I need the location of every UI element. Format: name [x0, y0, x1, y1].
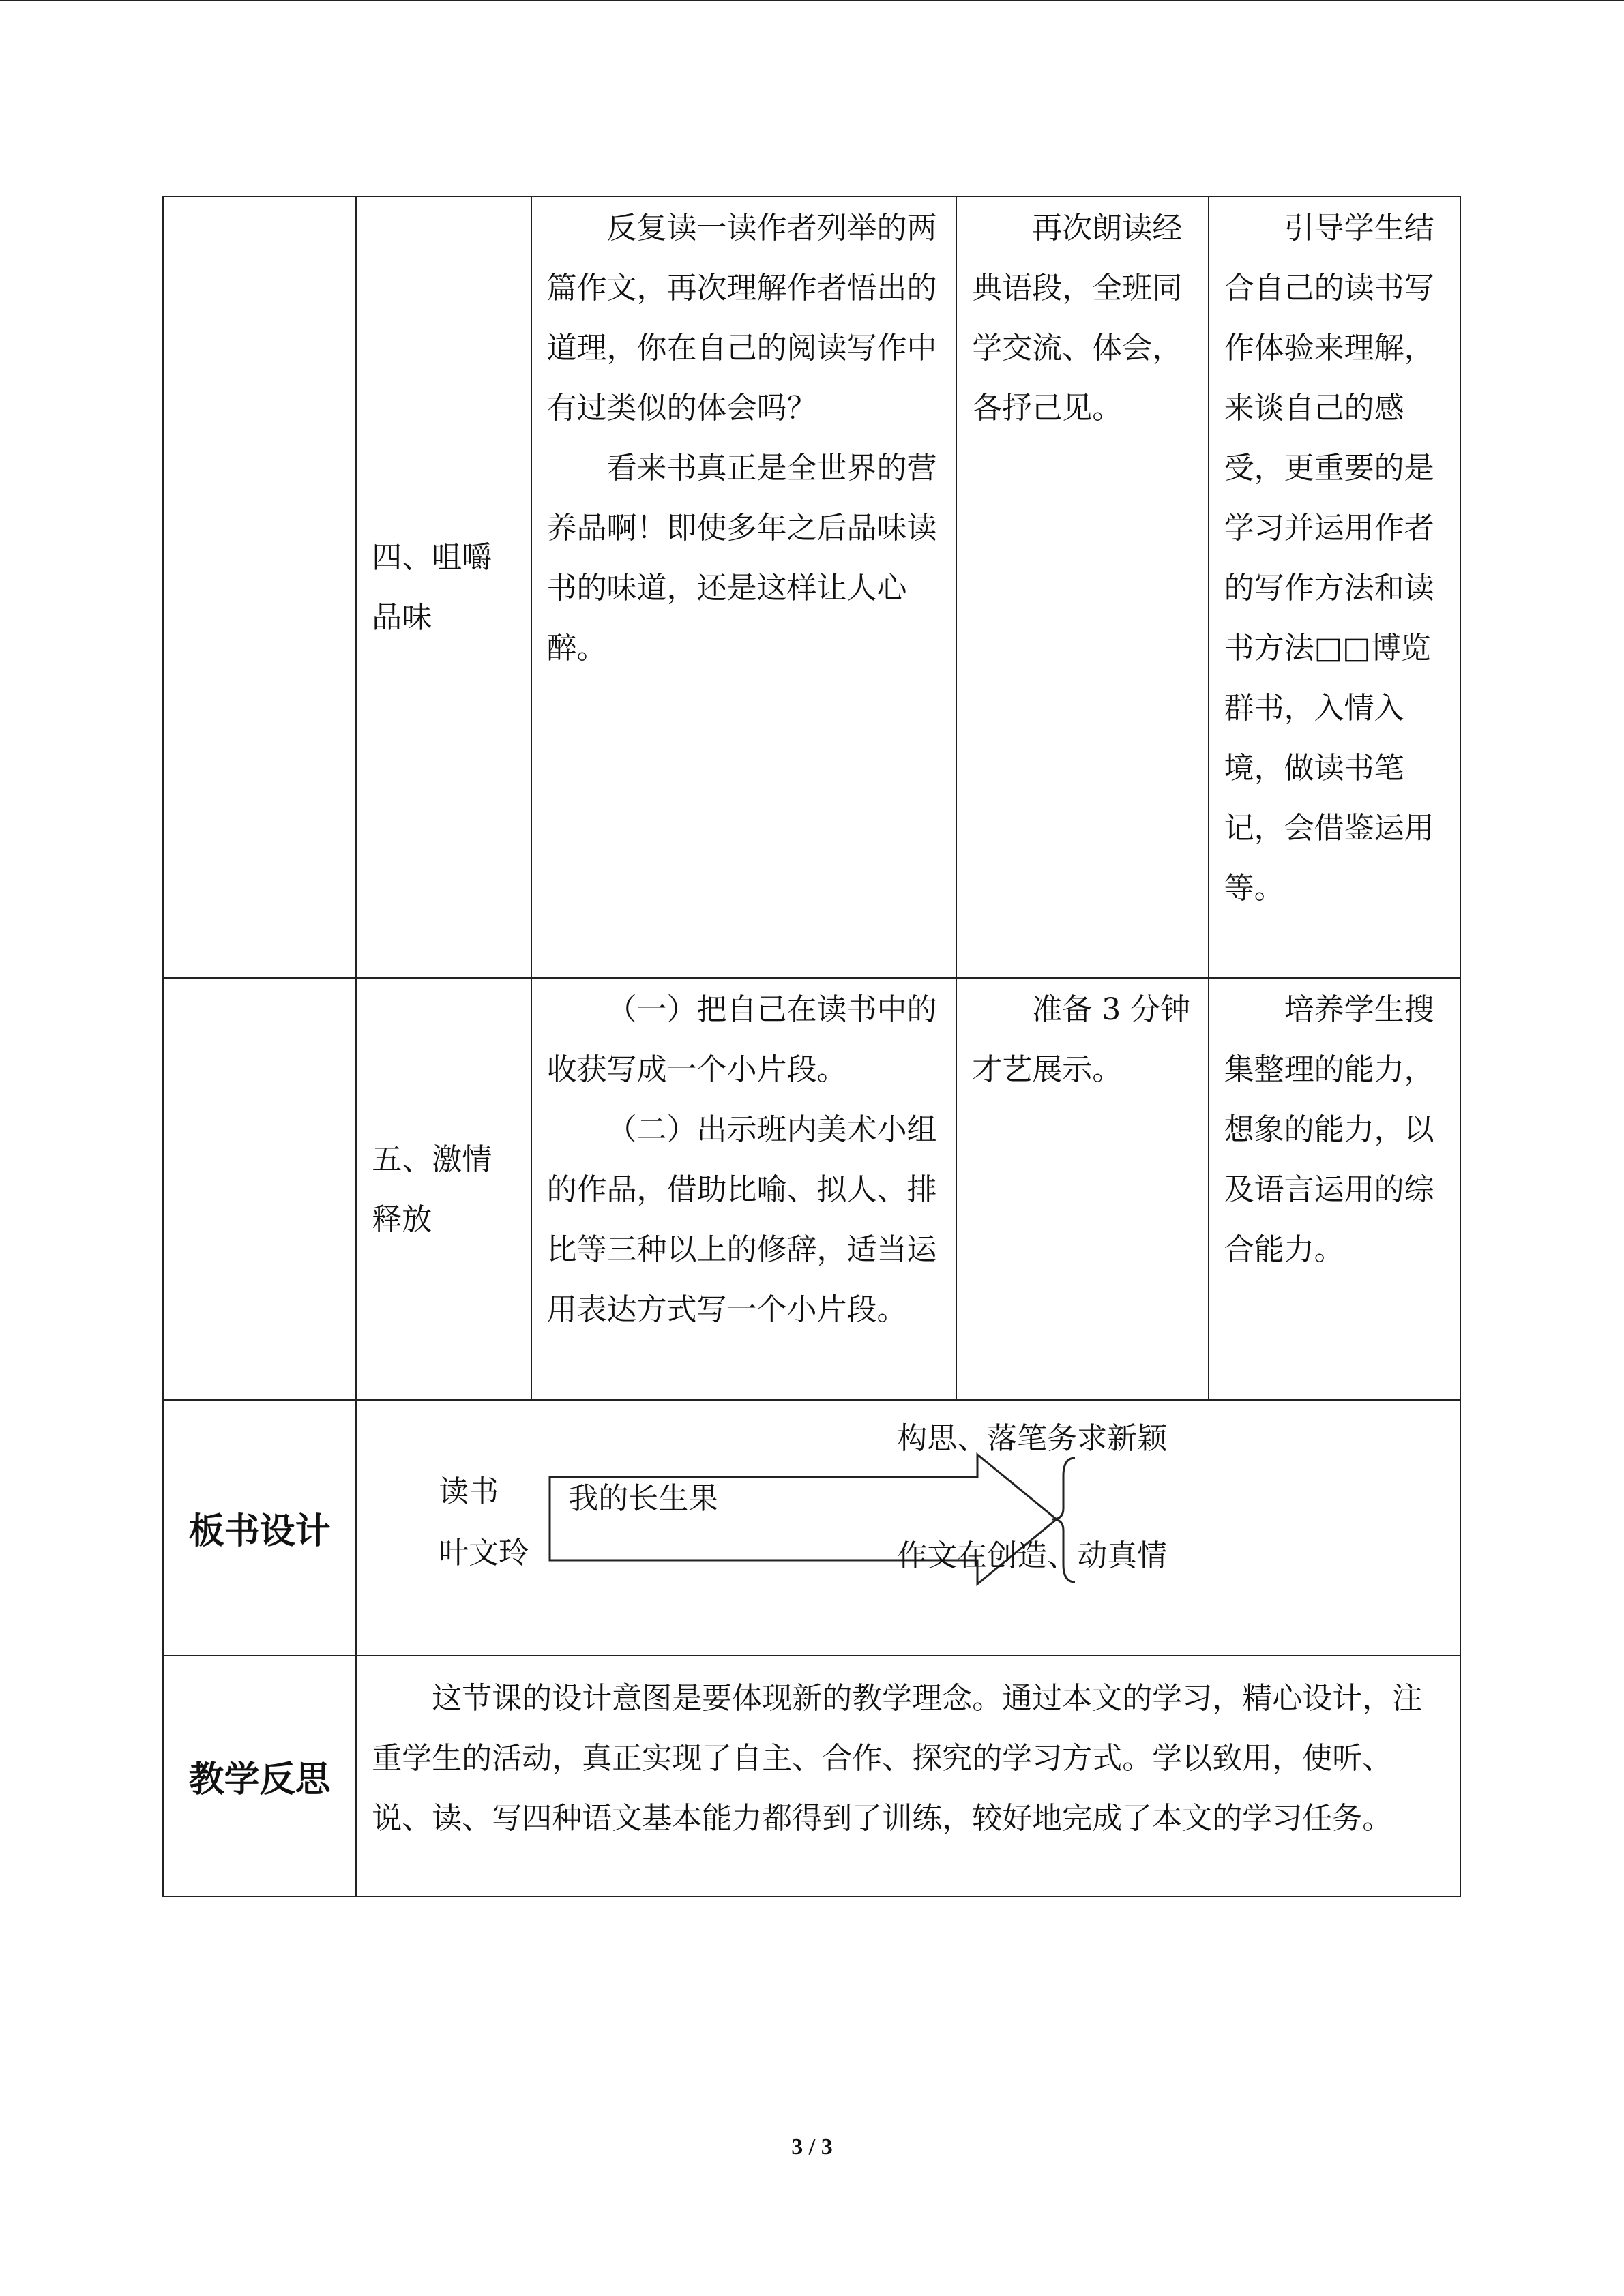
board-branch-top: 构思、落笔务求新颖	[897, 1421, 1168, 1456]
board-design-label: 板书设计	[163, 1400, 356, 1656]
table-row	[163, 196, 1460, 978]
step-cell	[356, 196, 531, 978]
board-title-line1: 读书	[439, 1474, 499, 1509]
step-label: 四、咀嚼品味	[372, 540, 492, 635]
table-row	[163, 978, 1460, 1400]
reflection-label: 教学反思	[163, 1656, 356, 1896]
step-label: 五、激情释放	[372, 1142, 492, 1237]
page-top-border	[0, 0, 1624, 1]
board-title-line2: 叶文玲	[439, 1536, 529, 1570]
reflection-row	[163, 1656, 1460, 1896]
board-design-cell	[356, 1400, 1460, 1656]
design-intent-cell	[1209, 196, 1460, 978]
student-activity-text: 再次朗读经典语段，全班同学交流、体会，各抒己见。	[972, 211, 1183, 426]
board-diagram	[357, 1401, 1460, 1655]
reflection-text: 这节课的设计意图是要体现新的教学理念。通过本文的学习，精心设计，注重学生的活动，真正实现了自主、合作、探究的学习方式。学以致用，使听、说、读、写四种语文基本能力都得到了训练，较好地完成了本文的学习任务。	[372, 1681, 1423, 1836]
step-cell	[356, 978, 531, 1400]
board-branch-bottom: 作文在创造、动真情	[897, 1538, 1168, 1573]
design-intent-text: 培养学生搜集整理的能力，想象的能力，以及语言运用的综合能力。	[1224, 992, 1434, 1267]
blank-cell	[163, 978, 356, 1400]
student-activity-text: 准备 3 分钟才艺展示。	[972, 992, 1191, 1087]
content-paragraph: 看来书真正是全世界的营养品啊！即使多年之后品味读书的味道，还是这样让人心醉。	[546, 451, 937, 666]
content-cell	[531, 196, 957, 978]
board-design-row	[163, 1400, 1460, 1656]
lesson-plan-table	[162, 196, 1461, 1897]
student-activity-cell	[956, 978, 1208, 1400]
design-intent-cell	[1209, 978, 1460, 1400]
content-paragraph: 反复读一读作者列举的两篇作文，再次理解作者悟出的道理，你在自己的阅读写作中有过类似的体会吗？	[546, 211, 937, 426]
page-number: 3 / 3	[791, 2134, 833, 2160]
design-intent-text: 引导学生结合自己的读书写作体验来理解，来谈自己的感受，更重要的是学习并运用作者的写作方法和读书方法□□博览群书，入情入境，做读书笔记，会借鉴运用等。	[1224, 211, 1434, 906]
content-cell	[531, 978, 957, 1400]
content-paragraph: （二）出示班内美术小组的作品，借助比喻、拟人、排比等三种以上的修辞，适当运用表达方式写一个小片段。	[546, 1112, 937, 1327]
blank-cell	[163, 196, 356, 978]
content-paragraph: （一）把自己在读书中的收获写成一个小片段。	[546, 992, 937, 1087]
board-arrow-text: 我的长生果	[568, 1481, 719, 1516]
reflection-cell	[356, 1656, 1460, 1896]
student-activity-cell	[956, 196, 1208, 978]
